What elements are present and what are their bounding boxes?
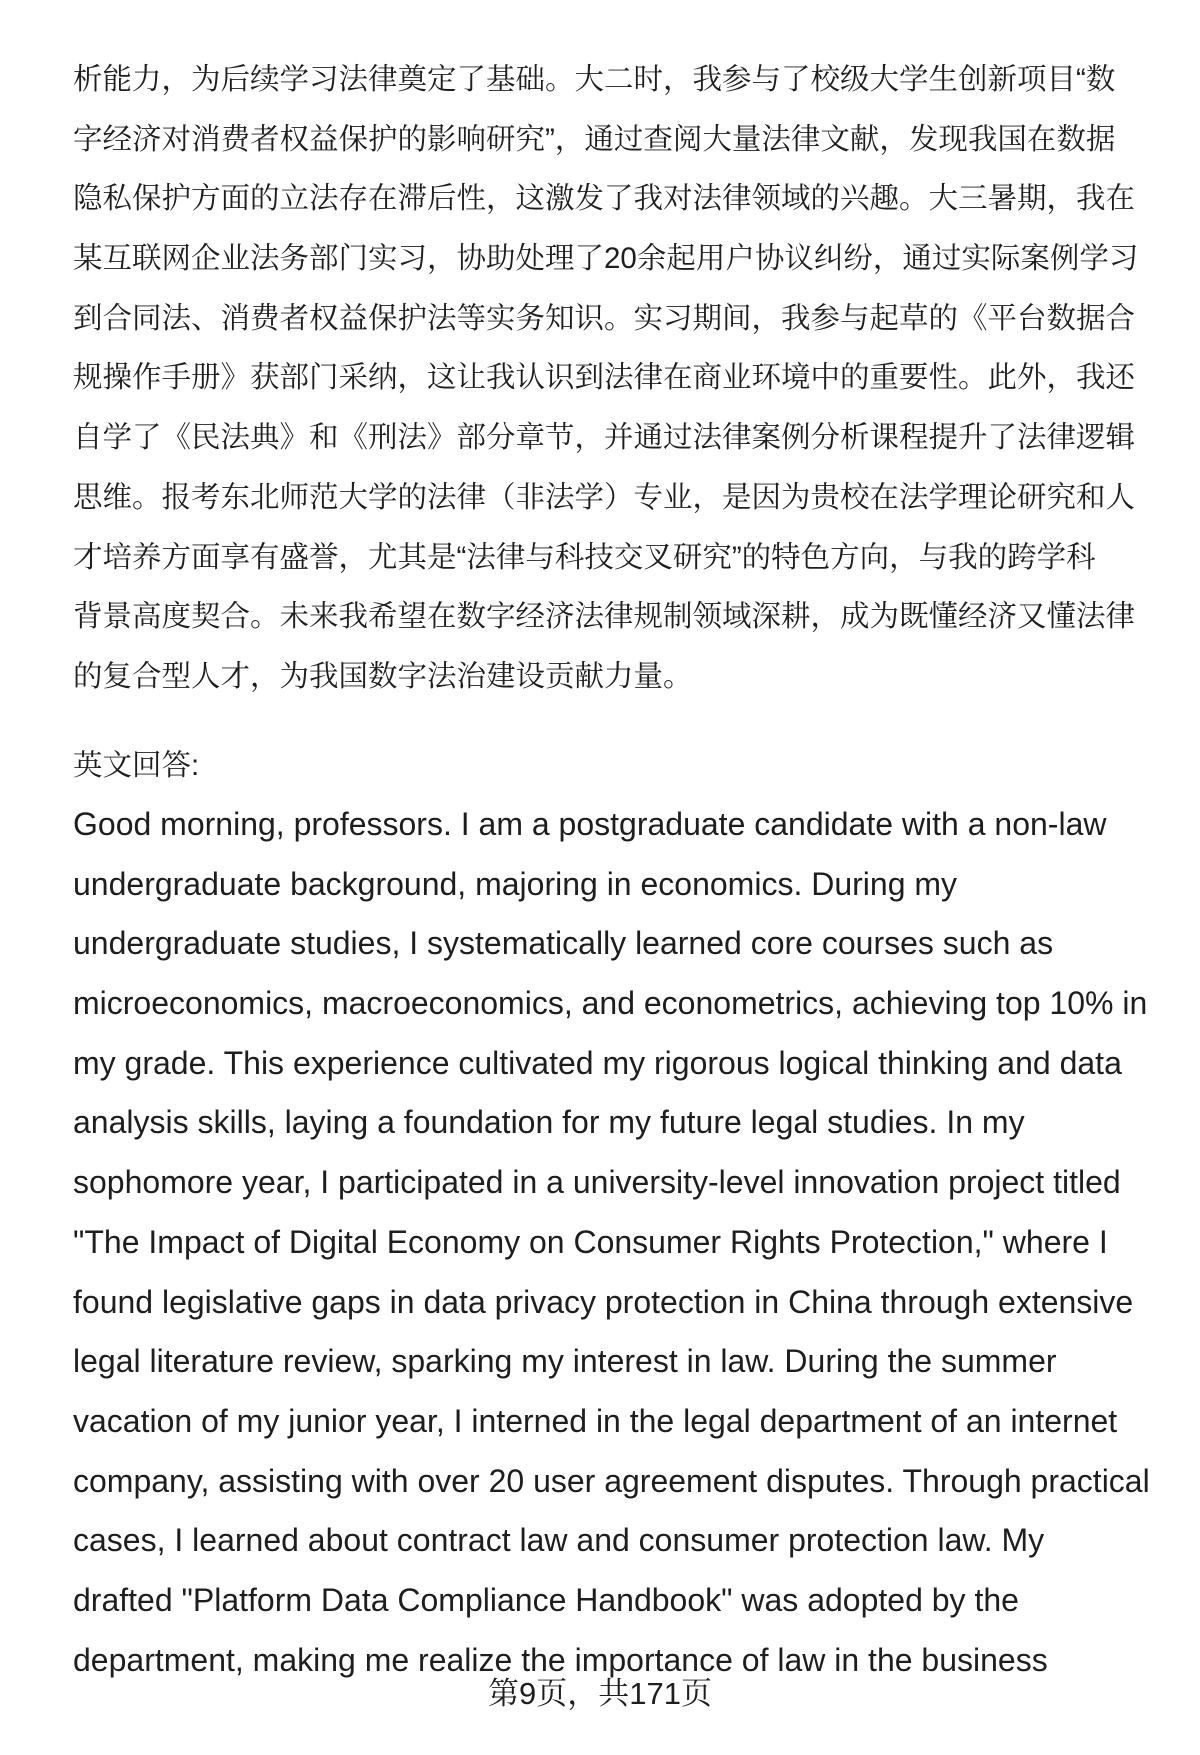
chinese-paragraph-line: 才培养方面享有盛誉，尤其是“法律与科技交叉研究”的特色方向，与我的跨学科 <box>73 540 1096 574</box>
chinese-paragraph-line: 背景高度契合。未来我希望在数字经济法律规制领域深耕，成为既懂经济又懂法律 <box>73 600 1136 634</box>
english-paragraph-line: undergraduate background, majoring in economics. During my <box>73 865 958 902</box>
chinese-paragraph-line: 规操作手册》获部门采纳，这让我认识到法律在商业环境中的重要性。此外，我还 <box>73 361 1136 395</box>
english-paragraph-line: Good morning, professors. I am a postgraduate candidate with a non-law <box>73 806 1107 842</box>
chinese-paragraph-line: 思维。报考东北师范大学的法律（非法学）专业，是因为贵校在法学理论研究和人 <box>73 480 1136 514</box>
chinese-answer-paragraph <box>73 50 1138 707</box>
english-paragraph-line: vacation of my junior year, I interned in the legal department of an internet <box>73 1402 1118 1439</box>
page-number-footer: 第9页，共171页 <box>488 1676 712 1711</box>
chinese-paragraph-line: 字经济对消费者权益保护的影响研究”，通过查阅大量法律文献，发现我国在数据 <box>73 122 1116 156</box>
english-paragraph-line: sophomore year, I participated in a university-level innovation project titled <box>73 1164 1121 1201</box>
english-paragraph-line: undergraduate studies, I systematically learned core courses such as <box>73 925 1054 962</box>
chinese-paragraph-line: 隐私保护方面的立法存在滞后性，这激发了我对法律领域的兴趣。大三暑期，我在 <box>73 182 1136 216</box>
chinese-paragraph-line: 析能力，为后续学习法律奠定了基础。大二时，我参与了校级大学生创新项目“数 <box>73 63 1116 96</box>
english-answer-paragraph <box>73 795 1150 1690</box>
chinese-paragraph-line: 自学了《民法典》和《刑法》部分章节，并通过法律案例分析课程提升了法律逻辑 <box>73 421 1136 455</box>
english-paragraph-line: "The Impact of Digital Economy on Consumer Rights Protection," where I <box>73 1223 1108 1260</box>
english-answer-label: 英文回答: <box>73 749 200 782</box>
english-paragraph-line: company, assisting with over 20 user agreement disputes. Through practical <box>73 1462 1150 1499</box>
english-paragraph-line: legal literature review, sparking my interest in law. During the summer <box>73 1343 1057 1380</box>
chinese-paragraph-line: 某互联网企业法务部门实习，协助处理了20余起用户协议纠纷，通过实际案例学习 <box>73 242 1139 276</box>
english-paragraph-line: cases, I learned about contract law and consumer protection law. My <box>73 1522 1045 1559</box>
english-paragraph-line: my grade. This experience cultivated my rigorous logical thinking and data <box>73 1044 1122 1081</box>
chinese-paragraph-line: 的复合型人才，为我国数字法治建设贡献力量。 <box>73 659 693 693</box>
english-paragraph-line: department, making me realize the importance of law in the business <box>73 1641 1048 1678</box>
english-paragraph-line: drafted "Platform Data Compliance Handbook" was adopted by the <box>73 1581 1019 1618</box>
english-paragraph-line: found legislative gaps in data privacy protection in China through extensive <box>73 1283 1134 1320</box>
chinese-paragraph-line: 到合同法、消费者权益保护法等实务知识。实习期间，我参与起草的《平台数据合 <box>73 301 1136 335</box>
english-paragraph-line: microeconomics, macroeconomics, and econometrics, achieving top 10% in <box>73 985 1148 1022</box>
english-paragraph-line: analysis skills, laying a foundation for my future legal studies. In my <box>73 1104 1025 1141</box>
